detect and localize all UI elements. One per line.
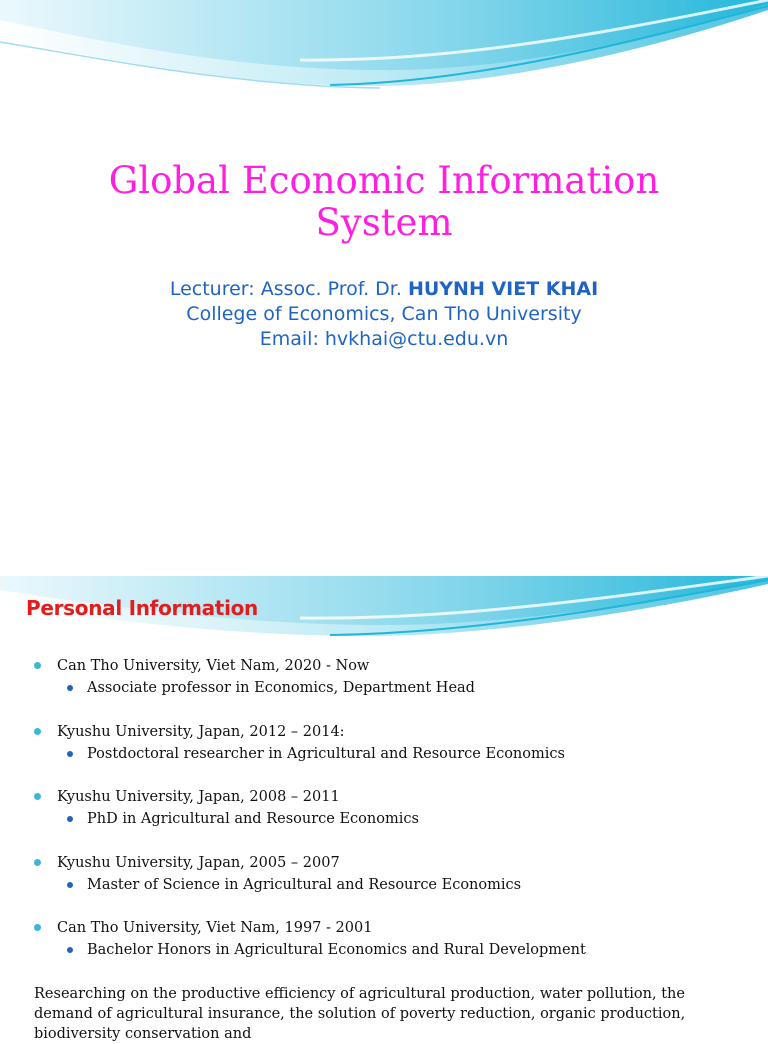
list-item [0, 918, 768, 984]
list-item [0, 656, 768, 722]
entry-place: Kyushu University, Japan, 2005 – 2007 [57, 854, 340, 871]
entry-place: Can Tho University, Viet Nam, 2020 - Now [57, 658, 370, 674]
research-paragraph: Researching on the productive efficiency of agricultural production, water pollution, the demand of agricultural insurance, the solution of poverty reduction, organic production, biodiversity conservation and [34, 986, 686, 1042]
lecturer-name: HUYNH VIET KHAI [407, 278, 599, 300]
list-item [0, 722, 768, 788]
title-line-1: Global Economic Information [108, 159, 660, 202]
college-line: College of Economics, Can Tho University [186, 303, 582, 325]
entry-role: Master of Science in Agricultural and Resource Economics [87, 876, 522, 893]
bullet-dot-icon [34, 924, 41, 931]
bullet-dot-icon [34, 662, 41, 669]
bullet-dot-icon [67, 685, 73, 691]
entry-place: Kyushu University, Japan, 2012 – 2014: [57, 723, 345, 740]
bullet-dot-icon [34, 793, 41, 800]
entry-role: Postdoctoral researcher in Agricultural and Resource Economics [87, 745, 565, 762]
bullet-dot-icon [67, 751, 73, 757]
lecturer-prefix: Lecturer: Assoc. Prof. Dr. [169, 278, 408, 300]
list-item [0, 853, 768, 919]
entry-place: Can Tho University, Viet Nam, 1997 - 2001 [57, 920, 373, 936]
bullet-dot-icon [67, 947, 73, 953]
lecturer-line [0, 277, 768, 302]
entry-place: Kyushu University, Japan, 2008 – 2011 [57, 789, 340, 805]
wave-header-decoration [0, 0, 768, 110]
list-item [0, 787, 768, 853]
education-list [0, 656, 768, 984]
bullet-dot-icon [34, 859, 41, 866]
entry-role: Associate professor in Economics, Department Head [87, 680, 475, 696]
slide-title [0, 160, 768, 244]
entry-role: PhD in Agricultural and Resource Economics [87, 811, 419, 827]
email-line: Email: hvkhai@ctu.edu.vn [259, 328, 509, 350]
bullet-dot-icon [34, 728, 41, 735]
bullet-dot-icon [67, 816, 73, 822]
lecturer-info [0, 277, 768, 352]
title-line-2: System [315, 201, 453, 244]
personal-info-slide [0, 576, 768, 1042]
entry-role: Bachelor Honors in Agricultural Economics and Rural Development [87, 942, 586, 958]
bullet-dot-icon [67, 882, 73, 888]
section-title: Personal Information [26, 596, 258, 620]
